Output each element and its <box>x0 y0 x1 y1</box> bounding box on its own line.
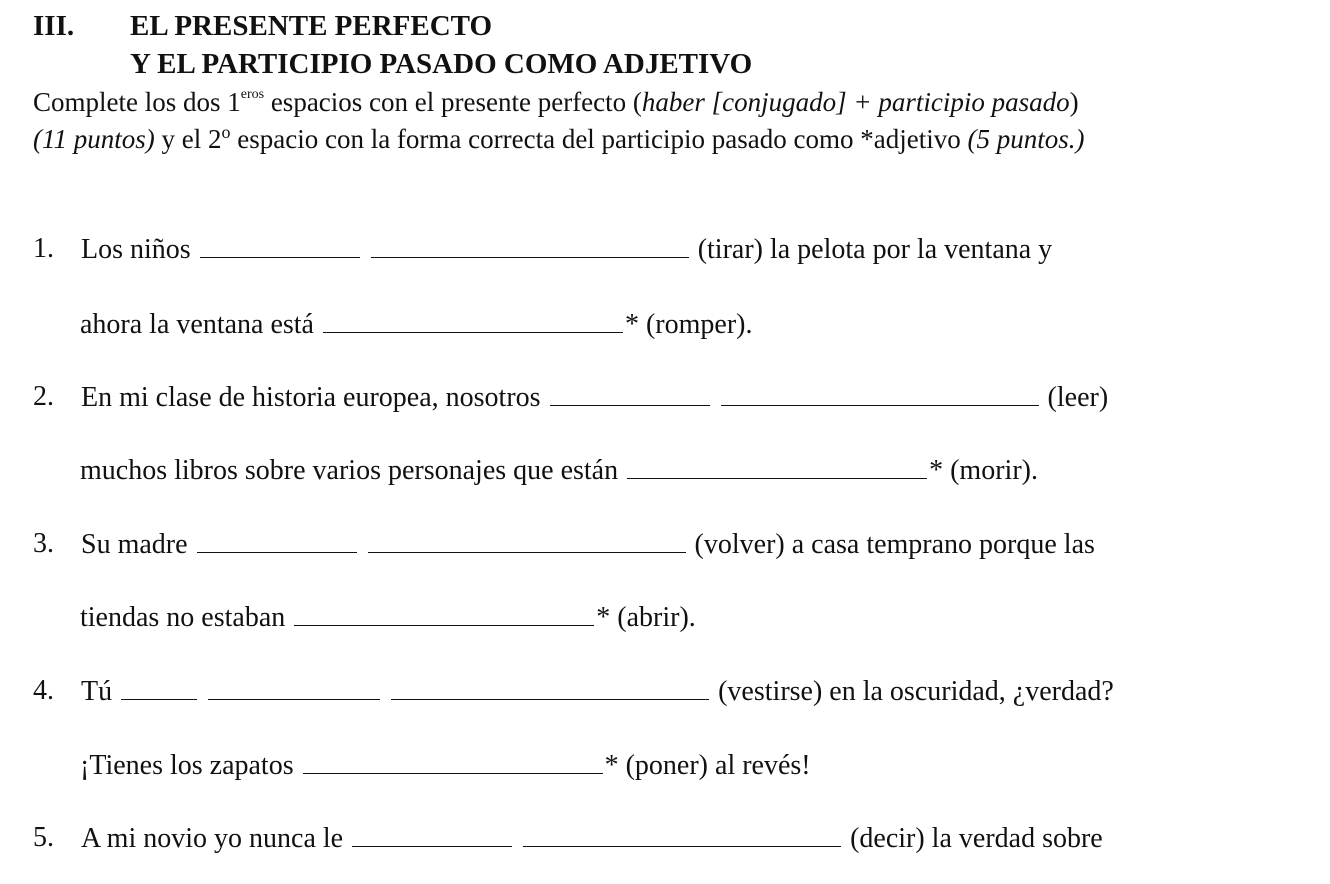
item-text: Su madre <box>81 529 195 560</box>
exercise-item-1-continued <box>80 306 753 343</box>
answer-blank-haber[interactable] <box>197 526 357 553</box>
exercise-item-2-continued <box>80 452 1038 489</box>
exercise-item-3-continued <box>80 599 696 636</box>
item-text: ¡Tienes los zapatos <box>80 750 301 781</box>
item-text: * (morir). <box>929 455 1038 486</box>
instructions-line1 <box>33 84 1323 121</box>
item-text: * (romper). <box>624 309 753 340</box>
answer-blank-adjective[interactable] <box>323 306 623 333</box>
item-text: (leer) <box>1040 382 1109 413</box>
section-title-line2: Y EL PARTICIPIO PASADO COMO ADJETIVO <box>130 48 753 80</box>
answer-blank-haber[interactable] <box>550 379 710 406</box>
answer-blank-adjective[interactable] <box>294 599 594 626</box>
instructions-text: espacios con el presente perfecto ( <box>264 87 642 117</box>
answer-blank-haber[interactable] <box>352 820 512 847</box>
item-text: Los niños <box>81 234 198 265</box>
answer-blank-participle[interactable] <box>368 526 686 553</box>
instructions-line2 <box>33 121 1323 158</box>
instructions-superscript: eros <box>240 87 265 102</box>
instructions-text: y el 2 <box>154 124 222 154</box>
item-text: A mi novio yo nunca le <box>81 823 351 854</box>
instructions-superscript: o <box>221 122 231 142</box>
item-line <box>81 673 1114 710</box>
answer-blank-participle[interactable] <box>371 231 689 258</box>
item-text: * (abrir). <box>596 602 696 633</box>
instructions-formula: haber [conjugado] + participio pasado <box>641 87 1070 117</box>
item-line <box>81 379 1108 416</box>
instructions-text: espacio con la forma correcta del participio pasado como *adjetivo <box>230 124 968 154</box>
item-text: (tirar) la pelota por la ventana y <box>690 234 1053 265</box>
item-line <box>81 820 1103 857</box>
instructions-points: (5 puntos.) <box>967 124 1085 154</box>
answer-blank-adjective[interactable] <box>627 452 927 479</box>
answer-blank-reflexive-pronoun[interactable] <box>121 673 197 700</box>
item-line <box>81 231 1052 268</box>
item-line <box>81 526 1095 563</box>
answer-blank-haber[interactable] <box>208 673 380 700</box>
instructions-text: Complete los dos 1 <box>33 87 241 117</box>
instructions-text: ) <box>1069 87 1079 117</box>
answer-blank-participle[interactable] <box>523 820 841 847</box>
item-number: 3. <box>33 528 54 559</box>
item-text: muchos libros sobre varios personajes que están <box>80 455 626 486</box>
section-number: III. <box>33 10 75 42</box>
item-text: * (poner) al revés! <box>604 750 811 781</box>
item-text: ahora la ventana está <box>80 309 321 340</box>
item-number: 5. <box>33 822 54 853</box>
exercise-item-4-continued <box>80 747 811 784</box>
section-title-line1: EL PRESENTE PERFECTO <box>130 10 493 42</box>
item-number: 2. <box>33 381 54 412</box>
item-text: tiendas no estaban <box>80 602 293 633</box>
instructions-points: (11 puntos) <box>33 124 155 154</box>
item-text: (vestirse) en la oscuridad, ¿verdad? <box>711 676 1114 707</box>
answer-blank-haber[interactable] <box>200 231 360 258</box>
item-number: 1. <box>33 233 54 264</box>
item-text: Tú <box>81 676 120 707</box>
answer-blank-participle[interactable] <box>391 673 709 700</box>
item-text: En mi clase de historia europea, nosotros <box>81 382 548 413</box>
item-text: (decir) la verdad sobre <box>843 823 1103 854</box>
answer-blank-adjective[interactable] <box>303 747 603 774</box>
answer-blank-participle[interactable] <box>721 379 1039 406</box>
item-number: 4. <box>33 675 54 706</box>
item-text: (volver) a casa temprano porque las <box>687 529 1095 560</box>
